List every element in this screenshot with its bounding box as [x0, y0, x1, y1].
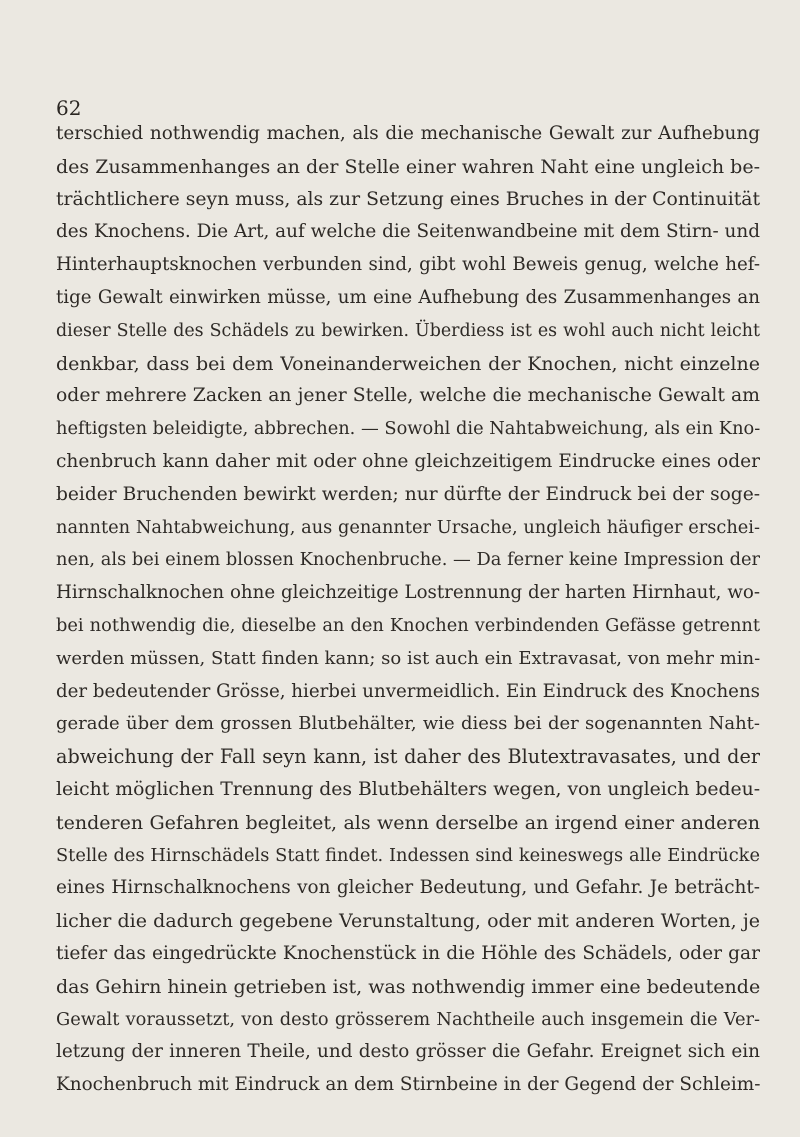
text-line: werden müssen, Statt finden kann; so ist auch ein Extravasat, von mehr min- [56, 647, 760, 669]
text-line: des Knochens. Die Art, auf welche die Seitenwandbeine mit dem Stirn- und [56, 221, 760, 243]
text-line: heftigsten beleidigte, abbrechen. — Sowohl die Nahtabweichung, als ein Kno- [56, 418, 760, 440]
text-line: terschied nothwendig machen, als die mechanische Gewalt zur Aufhebung [56, 123, 760, 144]
text-line: bei nothwendig die, dieselbe an den Knochen verbindenden Gefässe getrennt [56, 614, 760, 636]
text-line: Hirnschalknochen ohne gleichzeitige Lostrennung der harten Hirnhaut, wo- [56, 582, 760, 604]
text-line: des Zusammenhanges an der Stelle einer wahren Naht eine ungleich be- [56, 155, 760, 178]
text-line: dieser Stelle des Schädels zu bewirken. Überdiess ist es wohl auch nicht leicht [56, 320, 760, 341]
page-number: 62 [56, 96, 82, 120]
text-line: letzung der inneren Theile, und desto grösser die Gefahr. Ereignet sich ein [56, 1041, 760, 1063]
text-line: tiefer das eingedrückte Knochenstück in die Höhle des Schädels, oder gar [56, 942, 760, 964]
text-line: Hinterhauptsknochen verbunden sind, gibt wohl Beweis genug, welche hef- [56, 254, 760, 276]
text-line: oder mehrere Zacken an jener Stelle, welche die mechanische Gewalt am [56, 385, 760, 407]
text-line: das Gehirn hinein getrieben ist, was nothwendig immer eine bedeutende [56, 975, 760, 998]
text-line: leicht möglichen Trennung des Blutbehälters wegen, von ungleich bedeu- [56, 778, 760, 800]
text-line: gerade über dem grossen Blutbehälter, wie diess bei der sogenannten Naht- [56, 713, 760, 735]
text-line: denkbar, dass bei dem Voneinanderweichen der Knochen, nicht einzelne [56, 352, 760, 375]
body-text [56, 118, 760, 1102]
text-line: Knochenbruch mit Eindruck an dem Stirnbeine in der Gegend der Schleim- [56, 1074, 760, 1096]
text-line: eines Hirnschalknochens von gleicher Bedeutung, und Gefahr. Je beträcht- [56, 877, 760, 899]
text-line: der bedeutender Grösse, hierbei unvermeidlich. Ein Eindruck des Knochens [56, 680, 760, 702]
text-line: tige Gewalt einwirken müsse, um eine Aufhebung des Zusammenhanges an [56, 286, 760, 308]
text-line: Gewalt voraussetzt, von desto grösserem Nachtheile auch insgemein die Ver- [56, 1008, 760, 1030]
text-line: nannten Nahtabweichung, aus genannter Ursache, ungleich häufiger erschei- [56, 516, 760, 538]
text-line: Stelle des Hirnschädels Statt findet. Indessen sind keineswegs alle Eindrücke [56, 844, 760, 866]
text-line: beider Bruchenden bewirkt werden; nur dürfte der Eindruck bei der soge- [56, 483, 760, 505]
text-line: tenderen Gefahren begleitet, als wenn derselbe an irgend einer anderen [56, 811, 760, 834]
text-line: nen, als bei einem blossen Knochenbruche. — Da ferner keine Impression der [56, 549, 760, 571]
text-line: trächtlichere seyn muss, als zur Setzung eines Bruches in der Continuität [56, 188, 760, 210]
text-line: chenbruch kann daher mit oder ohne gleichzeitigem Eindrucke eines oder [56, 450, 760, 472]
text-line: abweichung der Fall seyn kann, ist daher des Blutextravasates, und der [56, 745, 760, 769]
text-line: licher die dadurch gegebene Verunstaltung, oder mit anderen Worten, je [56, 910, 760, 933]
